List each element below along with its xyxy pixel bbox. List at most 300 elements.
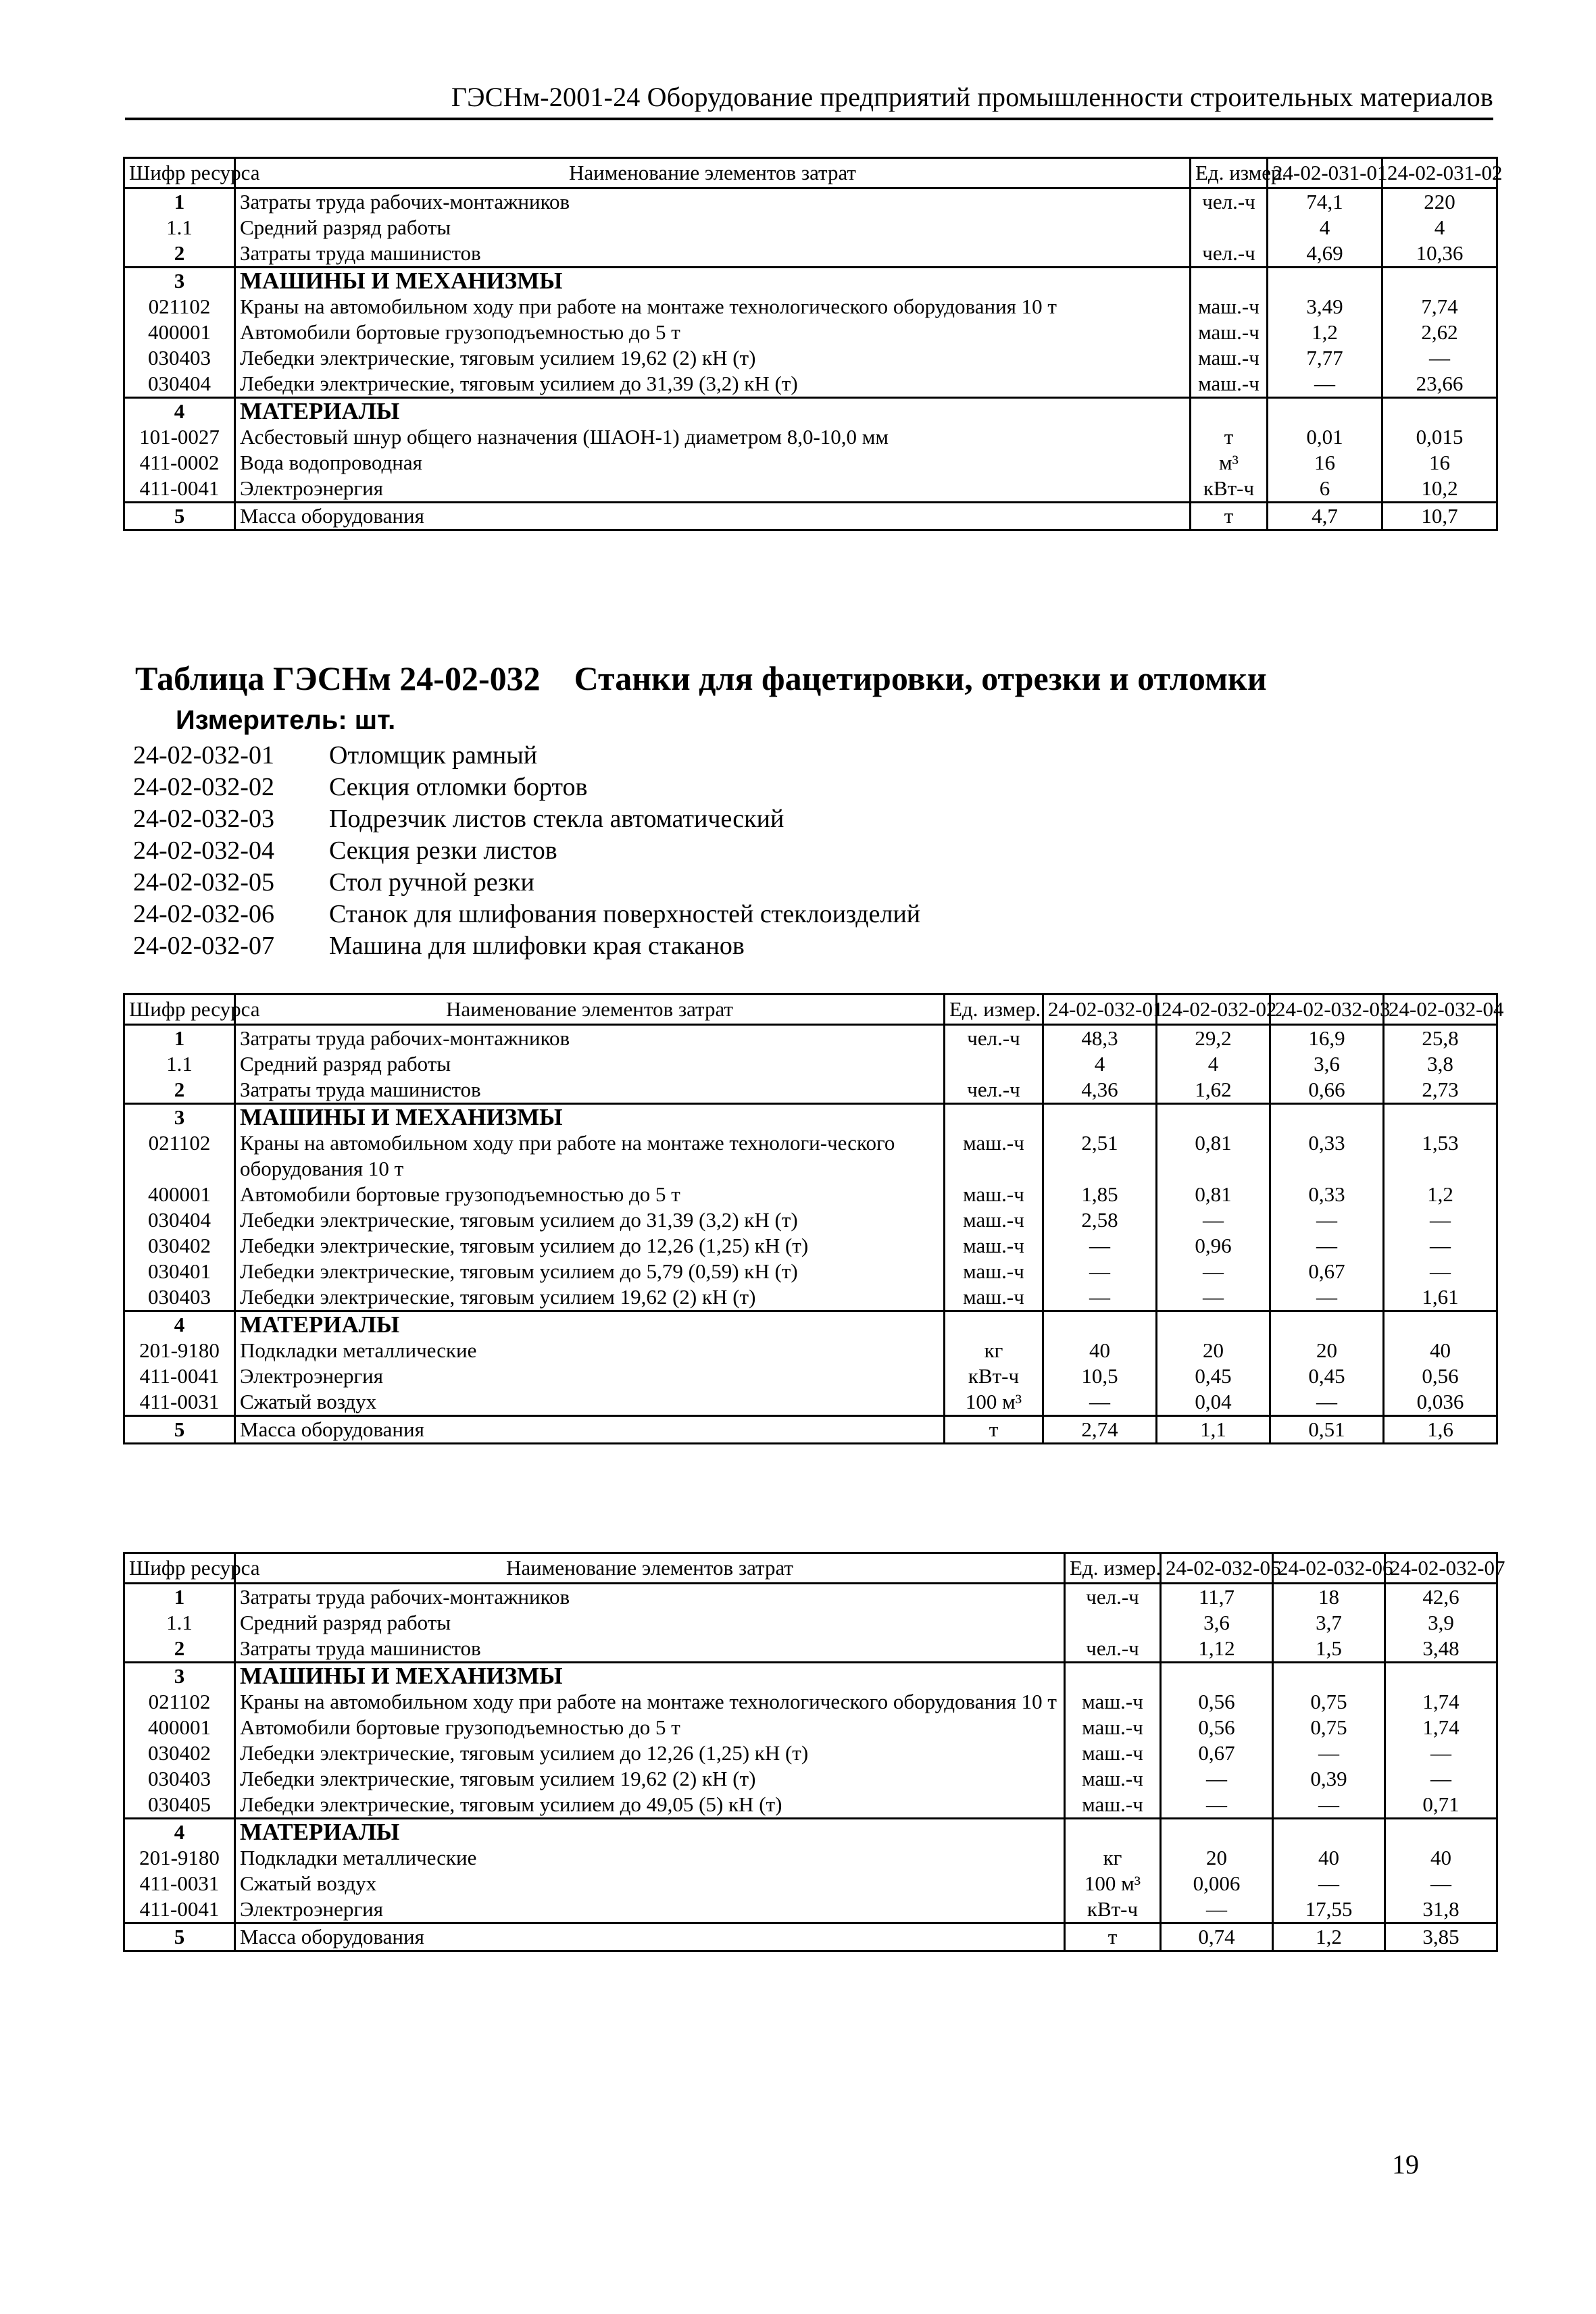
unit: кг [1065, 1845, 1161, 1871]
resource-code: 411-0041 [124, 476, 235, 503]
cost-element-name: Лебедки электрические, тяговым усилием до 31,39 (3,2) кН (т) [235, 371, 1191, 398]
cost-element-name: Электроэнергия [235, 1363, 945, 1389]
resource-code: 400001 [124, 320, 235, 345]
value-cell: 0,66 [1270, 1077, 1384, 1104]
value-cell: 20 [1157, 1338, 1270, 1363]
value-cell: 1,2 [1384, 1182, 1497, 1207]
cost-element-name: Затраты труда машинистов [235, 241, 1191, 268]
item-name: Машина для шлифовки края стаканов [329, 932, 745, 960]
resource-code: 411-0031 [124, 1871, 235, 1896]
value-cell: 2,62 [1382, 320, 1497, 345]
value-cell: 0,74 [1161, 1923, 1273, 1951]
cost-element-name: Сжатый воздух [235, 1389, 945, 1416]
value-cell: 3,6 [1161, 1610, 1273, 1636]
value-cell: 10,36 [1382, 241, 1497, 268]
column-header: 24-02-032-02 [1157, 995, 1270, 1025]
cost-element-name: Лебедки электрические, тяговым усилием до 12,26 (1,25) кН (т) [235, 1233, 945, 1259]
column-header: Наименование элементов затрат [235, 158, 1191, 188]
value-cell: 4 [1382, 215, 1497, 241]
value-cell: 0,036 [1384, 1389, 1497, 1416]
cost-element-name: Электроэнергия [235, 476, 1191, 503]
value-cell: 220 [1382, 188, 1497, 216]
item-code: 24-02-032-05 [133, 868, 274, 897]
value-cell: 3,48 [1385, 1636, 1497, 1663]
column-header: 24-02-032-06 [1273, 1553, 1385, 1584]
column-header: 24-02-031-02 [1382, 158, 1497, 188]
value-cell [1268, 398, 1382, 425]
value-cell: — [1385, 1766, 1497, 1792]
resource-code: 2 [124, 1077, 235, 1104]
value-cell: — [1161, 1766, 1273, 1792]
cost-element-name: Средний разряд работы [235, 1610, 1065, 1636]
cost-element-name: Лебедки электрические, тяговым усилием 19,62 (2) кН (т) [235, 1766, 1065, 1792]
cost-element-name: Электроэнергия [235, 1896, 1065, 1923]
cost-table-031 [123, 157, 1503, 531]
unit: т [1065, 1923, 1161, 1951]
value-cell: — [1273, 1740, 1385, 1766]
value-cell: 0,45 [1270, 1363, 1384, 1389]
value-cell: 16 [1382, 450, 1497, 476]
unit: чел.-ч [1065, 1636, 1161, 1663]
table-row [124, 1025, 1497, 1052]
unit: чел.-ч [945, 1077, 1043, 1104]
table-row [124, 1104, 1497, 1131]
unit: кг [945, 1338, 1043, 1363]
value-cell: — [1384, 1233, 1497, 1259]
unit: маш.-ч [1191, 294, 1268, 320]
value-cell: 74,1 [1268, 188, 1382, 216]
value-cell: 40 [1384, 1338, 1497, 1363]
resource-code: 3 [124, 268, 235, 295]
value-cell: 23,66 [1382, 371, 1497, 398]
table-row [124, 1663, 1497, 1690]
value-cell: 7,74 [1382, 294, 1497, 320]
table-row [124, 1259, 1497, 1284]
table-row [124, 1740, 1497, 1766]
cost-element-name: Средний разряд работы [235, 215, 1191, 241]
value-cell: 0,75 [1273, 1715, 1385, 1740]
value-cell [1270, 1104, 1384, 1131]
table-row [124, 1051, 1497, 1077]
unit: 100 м³ [1065, 1871, 1161, 1896]
cost-element-name: Лебедки электрические, тяговым усилием 19,62 (2) кН (т) [235, 345, 1191, 371]
table-header-row [124, 1553, 1497, 1584]
value-cell: 0,81 [1157, 1130, 1270, 1182]
unit [1065, 1663, 1161, 1690]
unit: маш.-ч [945, 1207, 1043, 1233]
column-header: Шифр ресурса [124, 158, 235, 188]
value-cell: 1,2 [1273, 1923, 1385, 1951]
cost-element-name: Подкладки металлические [235, 1845, 1065, 1871]
resource-code: 030401 [124, 1259, 235, 1284]
value-cell [1384, 1311, 1497, 1338]
value-cell: 0,56 [1384, 1363, 1497, 1389]
table-title-code: Таблица ГЭСНм 24-02-032 [135, 659, 541, 697]
table-row [124, 1871, 1497, 1896]
resource-code: 021102 [124, 1130, 235, 1182]
unit [945, 1311, 1043, 1338]
table-row [124, 1389, 1497, 1416]
value-cell: — [1273, 1871, 1385, 1896]
resource-code: 1 [124, 1584, 235, 1611]
value-cell: — [1382, 345, 1497, 371]
cost-element-name: Масса оборудования [235, 503, 1191, 530]
value-cell: 3,8 [1384, 1051, 1497, 1077]
unit: т [945, 1416, 1043, 1444]
table-row [124, 424, 1497, 450]
unit: кВт-ч [1065, 1896, 1161, 1923]
resource-code: 030402 [124, 1740, 235, 1766]
resource-code: 400001 [124, 1715, 235, 1740]
value-cell: — [1385, 1871, 1497, 1896]
resource-code: 4 [124, 1819, 235, 1846]
value-cell: 16,9 [1270, 1025, 1384, 1052]
unit: маш.-ч [1065, 1715, 1161, 1740]
value-cell: 42,6 [1385, 1584, 1497, 1611]
resource-code: 201-9180 [124, 1338, 235, 1363]
cost-element-name: МАТЕРИАЛЫ [235, 1819, 1065, 1846]
value-cell: 10,7 [1382, 503, 1497, 530]
value-cell: 3,85 [1385, 1923, 1497, 1951]
value-cell: 2,74 [1043, 1416, 1157, 1444]
value-cell: 0,006 [1161, 1871, 1273, 1896]
table-row [124, 1896, 1497, 1923]
value-cell: 11,7 [1161, 1584, 1273, 1611]
cost-element-name: Затраты труда рабочих-монтажников [235, 1584, 1065, 1611]
unit [1191, 398, 1268, 425]
table-row [124, 1130, 1497, 1182]
resource-code: 1.1 [124, 1051, 235, 1077]
value-cell [1268, 268, 1382, 295]
value-cell: 0,45 [1157, 1363, 1270, 1389]
item-code: 24-02-032-02 [133, 773, 274, 801]
table-header-row [124, 995, 1497, 1025]
unit: 100 м³ [945, 1389, 1043, 1416]
value-cell: 1,62 [1157, 1077, 1270, 1104]
cost-element-name: Лебедки электрические, тяговым усилием до 49,05 (5) кН (т) [235, 1792, 1065, 1819]
column-header: 24-02-031-01 [1268, 158, 1382, 188]
table-row [124, 1923, 1497, 1951]
value-cell: 18 [1273, 1584, 1385, 1611]
value-cell: 0,56 [1161, 1715, 1273, 1740]
value-cell: 3,6 [1270, 1051, 1384, 1077]
item-code: 24-02-032-06 [133, 900, 274, 928]
table-title-name: Станки для фацетировки, отрезки и отломки [574, 659, 1267, 697]
value-cell: 0,75 [1273, 1689, 1385, 1715]
cost-element-name: МАШИНЫ И МЕХАНИЗМЫ [235, 268, 1191, 295]
resource-code: 5 [124, 1416, 235, 1444]
value-cell: — [1157, 1207, 1270, 1233]
value-cell: 10,5 [1043, 1363, 1157, 1389]
value-cell: 4,36 [1043, 1077, 1157, 1104]
value-cell: — [1270, 1284, 1384, 1311]
table-row [124, 1233, 1497, 1259]
unit: чел.-ч [1191, 188, 1268, 216]
cost-element-name: Автомобили бортовые грузоподъемностью до 5 т [235, 1715, 1065, 1740]
cost-element-name: МАШИНЫ И МЕХАНИЗМЫ [235, 1104, 945, 1131]
table-row [124, 1311, 1497, 1338]
page-number: 19 [1392, 2149, 1419, 2180]
unit: маш.-ч [1191, 345, 1268, 371]
list-item [133, 740, 920, 772]
cost-element-name: Затраты труда рабочих-монтажников [235, 188, 1191, 216]
value-cell: 31,8 [1385, 1896, 1497, 1923]
value-cell [1273, 1663, 1385, 1690]
resource-code: 411-0041 [124, 1363, 235, 1389]
table-row [124, 1689, 1497, 1715]
value-cell: — [1384, 1207, 1497, 1233]
table-row [124, 268, 1497, 295]
unit: т [1191, 503, 1268, 530]
unit: кВт-ч [945, 1363, 1043, 1389]
table-row [124, 294, 1497, 320]
resource-code: 1 [124, 1025, 235, 1052]
value-cell: 7,77 [1268, 345, 1382, 371]
value-cell: 40 [1273, 1845, 1385, 1871]
resource-code: 411-0031 [124, 1389, 235, 1416]
value-cell: 0,39 [1273, 1766, 1385, 1792]
table-row [124, 1363, 1497, 1389]
value-cell: 0,67 [1270, 1259, 1384, 1284]
cost-element-name: Вода водопроводная [235, 450, 1191, 476]
cost-element-name: Масса оборудования [235, 1416, 945, 1444]
value-cell: — [1384, 1259, 1497, 1284]
value-cell: 1,2 [1268, 320, 1382, 345]
table-row [124, 1416, 1497, 1444]
value-cell: 4,69 [1268, 241, 1382, 268]
value-cell [1385, 1819, 1497, 1846]
resource-code: 201-9180 [124, 1845, 235, 1871]
list-item [133, 867, 920, 899]
value-cell: — [1385, 1740, 1497, 1766]
column-header: Ед. измер. [945, 995, 1043, 1025]
table-row [124, 371, 1497, 398]
header-rule [125, 118, 1493, 120]
value-cell: — [1270, 1207, 1384, 1233]
resource-code: 030405 [124, 1792, 235, 1819]
unit: м³ [1191, 450, 1268, 476]
table-row [124, 320, 1497, 345]
value-cell: 0,33 [1270, 1182, 1384, 1207]
value-cell: 29,2 [1157, 1025, 1270, 1052]
value-cell: — [1268, 371, 1382, 398]
item-name: Секция отломки бортов [329, 773, 588, 801]
resource-code: 1.1 [124, 1610, 235, 1636]
item-list [133, 740, 920, 962]
cost-element-name: Лебедки электрические, тяговым усилием до 31,39 (3,2) кН (т) [235, 1207, 945, 1233]
resource-code: 030404 [124, 1207, 235, 1233]
value-cell: — [1043, 1284, 1157, 1311]
cost-element-name: Автомобили бортовые грузоподъемностью до 5 т [235, 320, 1191, 345]
table-row [124, 1766, 1497, 1792]
list-item [133, 930, 920, 962]
value-cell: — [1161, 1896, 1273, 1923]
value-cell: 0,33 [1270, 1130, 1384, 1182]
column-header: 24-02-032-03 [1270, 995, 1384, 1025]
table-row [124, 1584, 1497, 1611]
unit: т [1191, 424, 1268, 450]
cost-element-name: Затраты труда рабочих-монтажников [235, 1025, 945, 1052]
value-cell: 1,74 [1385, 1689, 1497, 1715]
table-title [135, 659, 1267, 698]
cost-element-name: МАТЕРИАЛЫ [235, 398, 1191, 425]
value-cell: 1,1 [1157, 1416, 1270, 1444]
value-cell: 20 [1161, 1845, 1273, 1871]
unit: маш.-ч [945, 1284, 1043, 1311]
table-row [124, 1792, 1497, 1819]
unit: маш.-ч [945, 1259, 1043, 1284]
column-header: Ед. измер. [1065, 1553, 1161, 1584]
value-cell: — [1270, 1233, 1384, 1259]
resource-code: 2 [124, 241, 235, 268]
value-cell: 17,55 [1273, 1896, 1385, 1923]
measure-label: Измеритель: шт. [176, 705, 396, 735]
resource-code: 4 [124, 398, 235, 425]
value-cell: 0,51 [1270, 1416, 1384, 1444]
value-cell [1270, 1311, 1384, 1338]
table-row [124, 1207, 1497, 1233]
cost-element-name: Затраты труда машинистов [235, 1636, 1065, 1663]
column-header: 24-02-032-05 [1161, 1553, 1273, 1584]
unit [1065, 1610, 1161, 1636]
cost-table-032-b [123, 1552, 1505, 1952]
resource-code: 021102 [124, 1689, 235, 1715]
value-cell: 1,85 [1043, 1182, 1157, 1207]
resource-code: 030403 [124, 1284, 235, 1311]
column-header: Шифр ресурса [124, 995, 235, 1025]
unit: чел.-ч [945, 1025, 1043, 1052]
cost-element-name: Краны на автомобильном ходу при работе на монтаже технологи-ческого оборудования 10 т [235, 1130, 945, 1182]
column-header: Ед. измер. [1191, 158, 1268, 188]
table-row [124, 1182, 1497, 1207]
table-row [124, 503, 1497, 530]
table-row [124, 450, 1497, 476]
item-name: Отломщик рамный [329, 741, 538, 770]
item-name: Стол ручной резки [329, 868, 534, 897]
cost-element-name: МАШИНЫ И МЕХАНИЗМЫ [235, 1663, 1065, 1690]
cost-element-name: Автомобили бортовые грузоподъемностью до 5 т [235, 1182, 945, 1207]
value-cell: 1,74 [1385, 1715, 1497, 1740]
unit: чел.-ч [1191, 241, 1268, 268]
resource-code: 021102 [124, 294, 235, 320]
value-cell: 0,71 [1385, 1792, 1497, 1819]
value-cell: 3,9 [1385, 1610, 1497, 1636]
value-cell: 0,81 [1157, 1182, 1270, 1207]
value-cell [1273, 1819, 1385, 1846]
unit: маш.-ч [945, 1130, 1043, 1182]
item-name: Секция резки листов [329, 836, 557, 865]
unit: маш.-ч [1065, 1792, 1161, 1819]
item-code: 24-02-032-07 [133, 932, 274, 960]
value-cell: — [1270, 1389, 1384, 1416]
column-header: Шифр ресурса [124, 1553, 235, 1584]
resource-code: 1.1 [124, 215, 235, 241]
cost-element-name: Лебедки электрические, тяговым усилием до 12,26 (1,25) кН (т) [235, 1740, 1065, 1766]
value-cell: — [1161, 1792, 1273, 1819]
value-cell: 48,3 [1043, 1025, 1157, 1052]
value-cell: 40 [1385, 1845, 1497, 1871]
running-header: ГЭСНм-2001-24 Оборудование предприятий промышленности строительных материалов [451, 82, 1493, 112]
value-cell [1157, 1311, 1270, 1338]
value-cell: 0,01 [1268, 424, 1382, 450]
table-row [124, 1077, 1497, 1104]
list-item [133, 899, 920, 930]
column-header: 24-02-032-04 [1384, 995, 1497, 1025]
table-row [124, 1610, 1497, 1636]
cost-element-name: Средний разряд работы [235, 1051, 945, 1077]
unit: кВт-ч [1191, 476, 1268, 503]
unit [945, 1104, 1043, 1131]
value-cell: — [1157, 1284, 1270, 1311]
item-code: 24-02-032-03 [133, 805, 274, 833]
value-cell [1157, 1104, 1270, 1131]
value-cell: 20 [1270, 1338, 1384, 1363]
table-row [124, 1819, 1497, 1846]
value-cell: 10,2 [1382, 476, 1497, 503]
unit: маш.-ч [945, 1233, 1043, 1259]
value-cell: — [1043, 1233, 1157, 1259]
table-row [124, 476, 1497, 503]
value-cell: — [1157, 1259, 1270, 1284]
value-cell: 0,96 [1157, 1233, 1270, 1259]
value-cell: 2,51 [1043, 1130, 1157, 1182]
resource-code: 030403 [124, 345, 235, 371]
value-cell: — [1273, 1792, 1385, 1819]
column-header: Наименование элементов затрат [235, 995, 945, 1025]
unit: маш.-ч [1065, 1689, 1161, 1715]
resource-code: 3 [124, 1104, 235, 1131]
value-cell [1043, 1311, 1157, 1338]
resource-code: 411-0002 [124, 450, 235, 476]
cost-element-name: Сжатый воздух [235, 1871, 1065, 1896]
value-cell: — [1043, 1389, 1157, 1416]
unit [1065, 1819, 1161, 1846]
value-cell: 3,7 [1273, 1610, 1385, 1636]
value-cell: 0,015 [1382, 424, 1497, 450]
unit: чел.-ч [1065, 1584, 1161, 1611]
resource-code: 5 [124, 503, 235, 530]
value-cell: 0,04 [1157, 1389, 1270, 1416]
unit [1191, 268, 1268, 295]
table-row [124, 1338, 1497, 1363]
value-cell: 1,6 [1384, 1416, 1497, 1444]
value-cell: 4 [1043, 1051, 1157, 1077]
value-cell: 3,49 [1268, 294, 1382, 320]
table-row [124, 1715, 1497, 1740]
unit: маш.-ч [1065, 1766, 1161, 1792]
resource-code: 4 [124, 1311, 235, 1338]
list-item [133, 803, 920, 835]
unit [945, 1051, 1043, 1077]
table-row [124, 1845, 1497, 1871]
table-row [124, 1636, 1497, 1663]
unit: маш.-ч [1191, 371, 1268, 398]
resource-code: 1 [124, 188, 235, 216]
value-cell: 16 [1268, 450, 1382, 476]
value-cell: — [1043, 1259, 1157, 1284]
value-cell [1043, 1104, 1157, 1131]
value-cell: 25,8 [1384, 1025, 1497, 1052]
value-cell: 6 [1268, 476, 1382, 503]
unit: маш.-ч [1065, 1740, 1161, 1766]
item-name: Станок для шлифования поверхностей стеклоизделий [329, 900, 921, 928]
value-cell: 4 [1157, 1051, 1270, 1077]
table-row [124, 1284, 1497, 1311]
value-cell: 0,67 [1161, 1740, 1273, 1766]
cost-table-032-a [123, 993, 1504, 1444]
cost-element-name: Лебедки электрические, тяговым усилием 19,62 (2) кН (т) [235, 1284, 945, 1311]
resource-code: 400001 [124, 1182, 235, 1207]
